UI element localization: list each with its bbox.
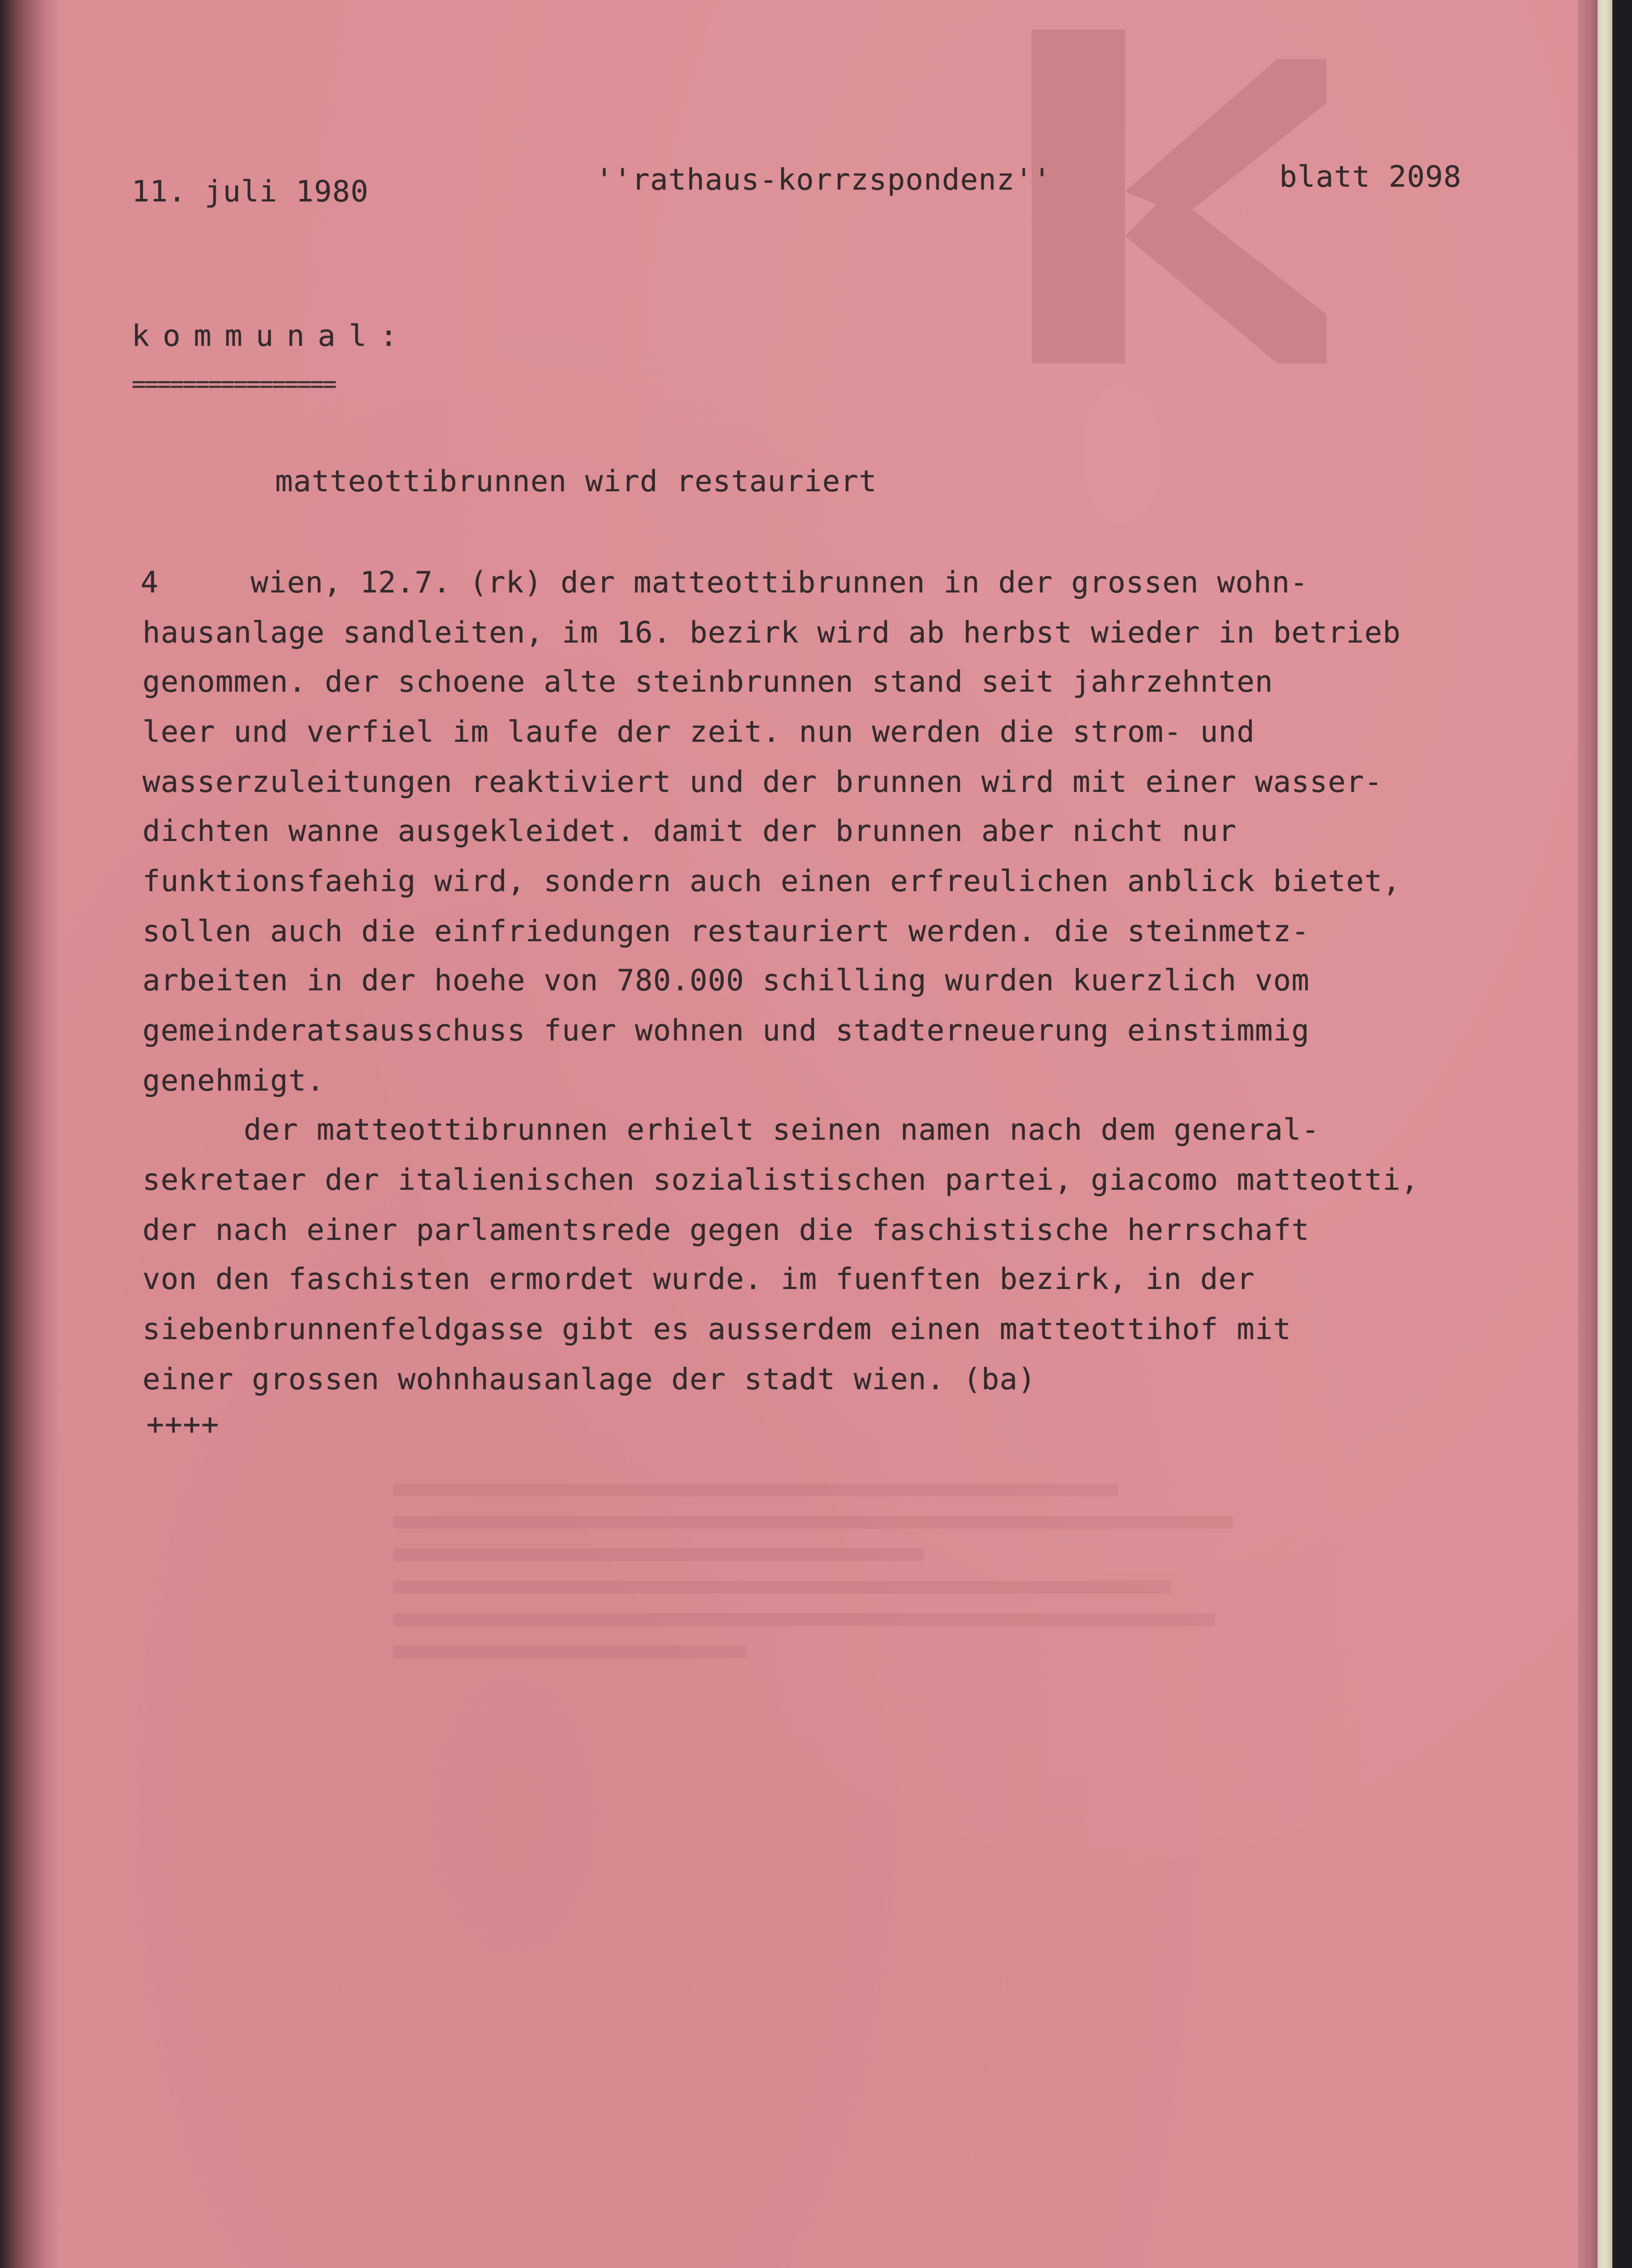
article-headline: matteottibrunnen wird restauriert bbox=[275, 464, 877, 499]
body-line: der nach einer parlamentsrede gegen die faschistische herrschaft bbox=[142, 1213, 1310, 1247]
body-line: einer grossen wohnhausanlage der stadt wien. (ba) bbox=[142, 1362, 1037, 1397]
background bbox=[1612, 0, 1632, 2268]
body-line: dichten wanne ausgekleidet. damit der brunnen aber nicht nur bbox=[142, 814, 1237, 848]
book-spine bbox=[0, 0, 59, 2268]
body-line: sekretaer der italienischen sozialistischen partei, giacomo matteotti, bbox=[142, 1163, 1419, 1197]
end-mark: ++++ bbox=[146, 1407, 220, 1442]
body-line: der matteottibrunnen erhielt seinen namen nach dem general- bbox=[244, 1113, 1320, 1147]
body-line: arbeiten in der hoehe von 780.000 schilling wurden kuerzlich vom bbox=[142, 963, 1310, 998]
header-sheet-number: blatt 2098 bbox=[1279, 160, 1462, 194]
body-line: genehmigt. bbox=[142, 1064, 325, 1098]
body-line: wien, 12.7. (rk) der matteottibrunnen in der grossen wohn- bbox=[251, 565, 1309, 600]
header-publication: ''rathaus-korrzspondenz'' bbox=[595, 163, 1052, 197]
body-line: gemeinderatsausschuss fuer wohnen und stadterneuerung einstimmig bbox=[142, 1013, 1310, 1048]
section-underline: ================ bbox=[132, 370, 336, 398]
show-through-text-lines bbox=[393, 1484, 1277, 1690]
stacked-paper-edge bbox=[1598, 0, 1612, 2268]
item-number: 4 bbox=[141, 565, 159, 600]
body-line: hausanlage sandleiten, im 16. bezirk wird ab herbst wieder in betrieb bbox=[142, 616, 1401, 650]
body-line: wasserzuleitungen reaktiviert und der brunnen wird mit einer wasser- bbox=[142, 765, 1383, 799]
body-line: funktionsfaehig wird, sondern auch einen erfreulichen anblick bietet, bbox=[142, 864, 1401, 898]
body-line: sollen auch die einfriedungen restauriert werden. die steinmetz- bbox=[142, 914, 1310, 949]
page-edge bbox=[1578, 0, 1598, 2268]
header-date: 11. juli 1980 bbox=[132, 174, 369, 209]
show-through-logo bbox=[1022, 29, 1326, 364]
body-line: leer und verfiel im laufe der zeit. nun werden die strom- und bbox=[142, 715, 1255, 749]
body-line: von den faschisten ermordet wurde. im fuenften bezirk, in der bbox=[142, 1262, 1255, 1296]
section-label: kommunal: bbox=[132, 319, 411, 353]
body-line: genommen. der schoene alte steinbrunnen stand seit jahrzehnten bbox=[142, 665, 1273, 699]
body-line: siebenbrunnenfeldgasse gibt es ausserdem einen matteottihof mit bbox=[142, 1312, 1292, 1346]
